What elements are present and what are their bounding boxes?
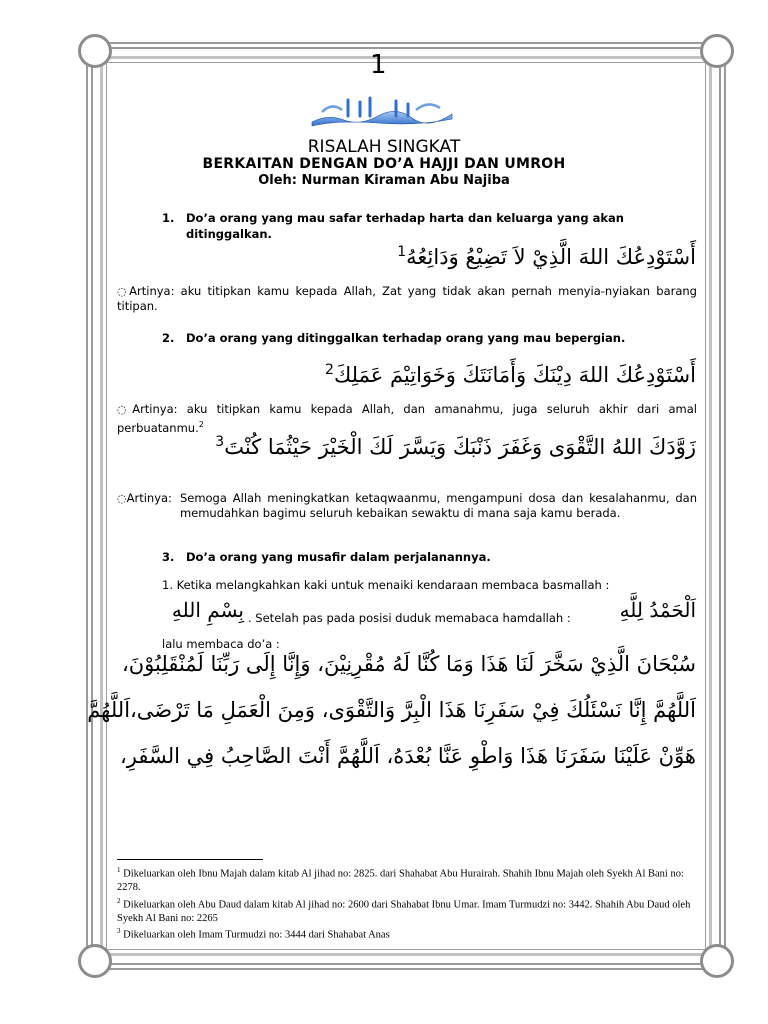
footnote-number: 2 <box>117 896 121 905</box>
arabic-hamdalah: اَلْحَمْدُ لِلَّهِ <box>619 598 696 622</box>
section-heading-text: Do’a orang yang musafir dalam perjalanannya. <box>186 550 491 564</box>
document-title: RISALAH SINGKAT <box>307 137 461 157</box>
footnote-ref: 3 <box>215 434 225 450</box>
section-heading-2 <box>162 330 702 346</box>
footnotes <box>117 864 697 942</box>
footnote-ref: 1 <box>397 244 407 260</box>
translation-lead <box>117 491 172 521</box>
footnote-3 <box>117 925 697 942</box>
arabic-basmallah: بِسْمِ اللهِ <box>171 598 244 622</box>
section-heading-1 <box>162 210 702 242</box>
section-heading-text: Do’a orang yang mau safar terhadap harta dan keluarga yang akan ditinggalkan. <box>186 211 624 241</box>
border-corner-ornament <box>700 944 734 978</box>
arabic-doa-1 <box>397 244 696 269</box>
section3-paragraph-mid: . Setelah pas pada posisi duduk memabaca hamdallah : <box>248 611 571 625</box>
arabic-text: أَسْتَوْدِعُكَ اللهَ الَّذِيْ لاَ تَضِيْعُ وَدَائِعُهُ <box>406 245 696 269</box>
section3-paragraph-start: 1. Ketika melangkahkan kaki untuk menaiki kendaraan membaca basmallah : <box>162 578 610 592</box>
section3-paragraph-end: lalu membaca do’a : <box>162 637 280 651</box>
arabic-safar-line-1: سُبْحَانَ الَّذِيْ سَخَّرَ لَنَا هَذَا وَمَا كُنَّا لَهُ مُقْرِنِيْنَ، وَإِنَّا إِلَى رَبِّنَا لَمُنْقَلِبُوْنَ، <box>121 652 696 676</box>
footnote-text: Dikeluarkan oleh Imam Turmudzi no: 3444 dari Shahabat Anas <box>123 929 390 941</box>
translation-1 <box>117 284 697 314</box>
footnote-separator <box>117 859 263 860</box>
arabic-doa-3 <box>215 434 696 459</box>
arabic-doa-2 <box>325 362 696 387</box>
footnote-number: 1 <box>117 866 121 874</box>
arabic-text: أَسْتَوْدِعُكَ اللهَ دِيْنَكَ وَأَمَانَتَكَ وَخَوَاتِيْمَ عَمَلِكَ <box>333 363 696 387</box>
border-corner-ornament <box>78 944 112 978</box>
footnote-number: 3 <box>117 927 121 935</box>
arabic-text: زَوَّدَكَ اللهُ التَّقْوَى وَغَفَرَ ذَنْبَكَ وَيَسَّرَ لَكَ الْخَيْرَ حَيْثُمَا كُنْتَ <box>224 435 696 459</box>
arabic-safar-line-3: هَوِّنْ عَلَيْنَا سَفَرَنَا هَذَا وَاطْوِ عَنَّا بُعْدَهُ، اَللَّهُمَّ أَنْتَ الصَّاحِبُ فِي السَّفَرِ، <box>120 744 696 768</box>
translation-text: Artinya: aku titipkan kamu kepada Allah, Zat yang tidak akan pernah menyia-nyiakan barang titipan. <box>117 284 697 313</box>
translation-lead-text: Artinya: <box>126 491 172 505</box>
footnote-text: Dikeluarkan oleh Abu Daud dalam kitab Al jihad no: 2600 dari Shahabat Ibnu Umar. Imam Turmudzi no: 3442. Shahih Abu Daud oleh Syekh Al Bani no: 2265 <box>117 899 691 924</box>
border-corner-ornament <box>700 34 734 68</box>
bullet-icon: ◌ <box>117 403 133 416</box>
section-number: 2. <box>162 331 175 345</box>
border-corner-ornament <box>78 34 112 68</box>
section-number: 1. <box>162 211 175 225</box>
arabic-safar-line-2: اَللَّهُمَّ إِنَّا نَسْئَلُكَ فِيْ سَفَرِنَا هَذَا الْبِرَّ وَالتَّقْوَى، وَمِنَ الْعَمَلِ مَا تَرْضَى،اَللَّهُمَّ <box>87 698 696 722</box>
footnote-text: Dikeluarkan oleh Ibnu Majah dalam kitab Al jihad no: 2825. dari Shahabat Abu Hurairah. Shahih Ibnu Majah oleh Syekh Al Bani no: 2278. <box>117 868 684 893</box>
bullet-icon: ◌ <box>117 492 127 505</box>
translation-text: Semoga Allah meningkatkan ketaqwaanmu, mengampuni dosa dan kesalahanmu, dan memudahkan bagimu seluruh kebaikan sewaktu di mana saja kamu berada. <box>179 491 697 520</box>
footnote-ref: 2 <box>198 420 204 429</box>
footnote-2 <box>117 895 697 926</box>
section-heading-text: Do’a orang yang ditinggalkan terhadap orang yang mau bepergian. <box>186 331 626 345</box>
footnote-ref: 2 <box>325 362 334 378</box>
bullet-icon: ◌ <box>117 285 130 298</box>
translation-2 <box>117 402 697 436</box>
footnote-1 <box>117 864 697 895</box>
document-subtitle: BERKAITAN DENGAN DO’A HAJJI DAN UMROH <box>202 156 566 172</box>
translation-3 <box>117 491 697 521</box>
section-number: 3. <box>162 550 175 564</box>
bismillah-calligraphy <box>308 92 456 130</box>
document-author: Oleh: Nurman Kiraman Abu Najiba <box>258 173 510 188</box>
page-number: 1 <box>370 50 387 80</box>
translation-text: Artinya: aku titipkan kamu kepada Allah, dan amanahmu, juga seluruh akhir dari amal perbuatanmu. <box>117 402 697 435</box>
section-heading-3 <box>162 549 702 565</box>
